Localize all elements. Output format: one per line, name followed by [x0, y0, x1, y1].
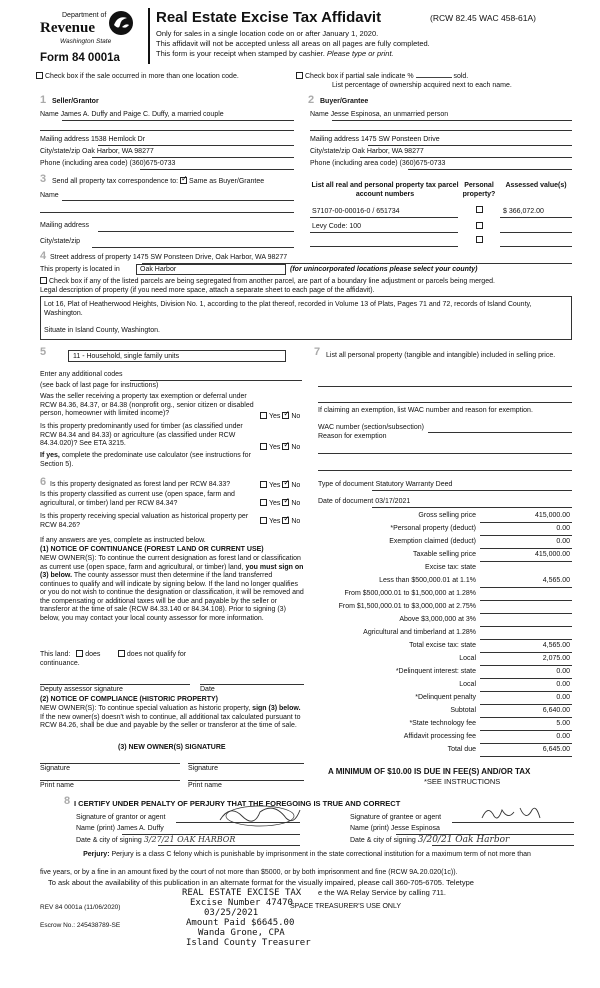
grantor-date[interactable]: 3/27/21 OAK HARBOR [143, 835, 236, 844]
notice2-title: (2) NOTICE OF COMPLIANCE (HISTORIC PROPERTY) [40, 696, 218, 703]
owner-print-name-1: Print name [40, 782, 74, 789]
buyer-mailing-row: Mailing address 1475 SW Ponsteen Drive [310, 136, 440, 143]
doc-date-row: Date of document 03/17/2021 [318, 498, 411, 505]
tax-row: Less than $500,000.01 at 1.1% 4,565.00 [310, 577, 574, 589]
assessed-col-header: Assessed value(s) [505, 182, 567, 189]
dor-logo [40, 10, 134, 50]
buyer-city[interactable]: Oak Harbor, WA 98277 [352, 148, 424, 155]
multi-location-check[interactable]: Check box if the sale occurred in more than one location code. [36, 72, 239, 81]
checkbox-icon[interactable] [476, 236, 483, 243]
header-note-1: Only for sales in a single location code on or after January 1, 2020. [156, 29, 379, 38]
grantee-name-row: Name (print) Jesse Espinosa [350, 825, 440, 832]
checkbox-icon [260, 517, 267, 524]
stamp-line-2: Excise Number 47470 [190, 898, 293, 908]
grantor-date-row: Date & city of signing 3/27/21 OAK HARBOR [76, 835, 236, 844]
checkbox-checked-icon[interactable] [180, 177, 187, 184]
continuance: continuance. [40, 660, 80, 667]
form-number: Form 84 0001a [40, 52, 120, 64]
s6-q1-answer[interactable]: Yes ✓ No [260, 481, 300, 490]
grantee-signature-icon [478, 802, 548, 824]
checkbox-icon[interactable] [476, 206, 483, 213]
personal-col-header: Personal property? [462, 182, 496, 198]
correspondence-name-label: Name [40, 192, 59, 199]
certify-heading: I CERTIFY UNDER PENALTY OF PERJURY THAT THE FOREGOING IS TRUE AND CORRECT [74, 799, 401, 808]
notice1-title: (1) NOTICE OF CONTINUANCE (FOREST LAND OR CURRENT USE) [40, 546, 264, 553]
if-yes-note: If any answers are yes, complete as instructed below. [40, 537, 206, 544]
tax-row: *Personal property (deduct) 0.00 [310, 525, 574, 537]
seller-name-row: Name James A. Duffy and Paige C. Duffy, a married couple [40, 111, 224, 118]
deputy-date-label: Date [200, 686, 215, 693]
checkbox-icon [260, 481, 267, 488]
see-instructions: *SEE INSTRUCTIONS [424, 777, 501, 786]
tax-row: Exemption claimed (deduct) 0.00 [310, 538, 574, 550]
legal-text-1: Lot 16, Plat of Heatherwood Heights, Division No. 1, according to the plat thereof, recorded in Volume 13 of Plats, Pages 71 and 72, records of Island County, Washington. [44, 301, 532, 318]
alternate-format: To ask about the availability of this publication in an alternate format for the visually impaired, please call 360-705-6705. Teletype [48, 878, 474, 887]
section-3-number: 3 [40, 173, 47, 185]
tax-row: Total excise tax: state 4,565.00 [310, 642, 574, 654]
grantor-name[interactable]: James A. Duffy [116, 825, 164, 832]
perjury-line-2: five years, or by a fine in an amount fixed by the court of not more than $5000, or by both imprisonment and fine (RCW 9A.20.020(1c)). [40, 869, 458, 876]
q2-answer[interactable]: Yes ✓ No [260, 443, 300, 452]
segregated-check[interactable]: Check box if any of the listed parcels are being segregated from another parcel, are part of a boundary line adjustment or parcels being merged. [40, 277, 495, 286]
section-1-number: 1 [40, 94, 47, 106]
section6-q3: Is this property receiving special valuation as historical property per RCW 84.26? [40, 513, 249, 529]
notice3-title: (3) NEW OWNER(S) SIGNATURE [118, 744, 226, 751]
header-note-3: This form is your receipt when stamped by cashier. Please type or print. [156, 49, 394, 58]
doc-date[interactable]: 03/17/2021 [375, 498, 411, 505]
correspondence-row: Send all property tax correspondence to: ✓ Same as Buyer/Grantee [52, 177, 264, 186]
doc-type[interactable]: Statutory Warranty Deed [375, 481, 453, 488]
checkbox-icon [40, 277, 47, 284]
tax-row: Gross selling price 415,000.00 [310, 512, 574, 524]
owner-signature-label-1: Signature [40, 765, 70, 772]
owner-print-name-2: Print name [188, 782, 222, 789]
checkbox-checked-icon [282, 499, 289, 506]
tax-row: *Delinquent penalty 0.00 [310, 694, 574, 706]
tax-row: Subtotal 6,640.00 [310, 707, 574, 719]
checkbox-checked-icon [282, 412, 289, 419]
tax-row: Total due 6,645.00 [310, 746, 574, 758]
checkbox-checked-icon [282, 443, 289, 450]
section7-text: List all personal property (tangible and intangible) included in selling price. [326, 352, 556, 359]
buyer-phone[interactable]: (360)675-0733 [399, 160, 446, 167]
relay-service: e the WA Relay Service by calling 711. [318, 888, 446, 897]
seller-mailing-row: Mailing address 1538 Hemlock Dr [40, 136, 146, 143]
buyer-name-row: Name Jesse Espinosa, an unmarried person [310, 111, 449, 118]
located-field[interactable]: Oak Harbor [136, 264, 286, 275]
seller-name[interactable]: James A. Duffy and Paige C. Duffy, a married couple [60, 111, 224, 118]
buyer-city-row: City/state/zip Oak Harbor, WA 98277 [310, 148, 424, 155]
street-row: Street address of property 1475 SW Ponsteen Drive, Oak Harbor, WA 98277 [50, 254, 288, 261]
property-street[interactable]: 1475 SW Ponsteen Drive, Oak Harbor, WA 98277 [132, 254, 288, 261]
checkbox-checked-icon [282, 517, 289, 524]
section-4-number: 4 [40, 250, 47, 262]
section6-q1: Is this property designated as forest land per RCW 84.33? [50, 481, 231, 488]
tax-row: From $1,500,000.01 to $3,000,000 at 2.75% [310, 603, 574, 615]
section6-q2: Is this property classified as current use (open space, farm and agricultural, or timber) land per RCW 84.34? [40, 491, 235, 507]
form-title: Real Estate Excise Tax Affidavit [156, 9, 382, 26]
tax-row: Local 2,075.00 [310, 655, 574, 667]
this-land-row: This land: does does not qualify for [40, 651, 187, 658]
checkbox-icon [260, 443, 267, 450]
parcel-row-2[interactable]: Levy Code: 100 [312, 223, 362, 230]
escrow-number: Escrow No.: 245438789-SE [40, 922, 121, 929]
correspondence-city-label: City/state/zip [40, 238, 81, 245]
header-divider [148, 8, 150, 64]
located-note: (for unincorporated locations please select your county) [290, 266, 478, 273]
stamp-line-4: Amount Paid $6645.00 [186, 918, 295, 928]
section5-q2-note: If yes, complete the predominate use calculator (see instructions for Section 5). [40, 452, 251, 468]
stamp-line-3: 03/25/2021 [204, 908, 259, 918]
form-rcw: (RCW 82.45 WAC 458-61A) [430, 13, 536, 23]
q1-answer[interactable]: Yes ✓ No [260, 412, 300, 421]
exemption-label: If claiming an exemption, list WAC number and reason for exemption. [318, 407, 533, 414]
logo-state: Washington State [60, 38, 112, 45]
seller-city[interactable]: Oak Harbor, WA 98277 [82, 148, 154, 155]
seller-phone[interactable]: (360)675-0733 [129, 160, 176, 167]
tax-row: Excise tax: state [425, 564, 476, 571]
tax-row: Above $3,000,000 at 3% [310, 616, 574, 628]
assessed-row-1[interactable]: $ 366,072.00 [503, 208, 544, 215]
grantee-date[interactable]: 3/20/21 Oak Harbor [417, 835, 510, 845]
checkbox-checked-icon [282, 481, 289, 488]
buyer-heading: Buyer/Grantee [320, 98, 369, 105]
checkbox-icon [296, 72, 303, 79]
tax-row: *Delinquent interest: state 0.00 [310, 668, 574, 680]
section-2-number: 2 [308, 94, 315, 106]
see-back: (see back of last page for instructions) [40, 382, 159, 389]
perjury-line-1: Perjury: Perjury is a class C felony which is punishable by imprisonment in the state correctional institution for a maximum term of not more than [83, 851, 531, 858]
seller-phone-row: Phone (including area code) (360)675-0733 [40, 160, 176, 167]
tax-table [310, 512, 574, 762]
tax-row: Taxable selling price 415,000.00 [310, 551, 574, 563]
checkbox-icon[interactable] [476, 222, 483, 229]
parcel-col-header: List all real and personal property tax parcel account numbers [311, 182, 459, 198]
buyer-name[interactable]: Jesse Espinosa, an unmarried person [330, 111, 449, 118]
use-code-field[interactable]: 11 - Household, single family units [68, 350, 286, 362]
legal-label: Legal description of property (if you need more space, attach a separate sheet to each page of the affidavit). [40, 287, 375, 294]
tax-row: Agricultural and timberland at 1.28% [310, 629, 574, 641]
logo-revenue: Revenue [40, 20, 95, 36]
checkbox-icon [260, 412, 267, 419]
section5-q2: Is this property predominantly used for timber (as classified under RCW 84.34 and 84.33) or agriculture (as classified under RCW 84.34.020)? See ETA 3215. [40, 423, 243, 448]
doc-type-row: Type of document Statutory Warranty Deed [318, 481, 453, 488]
section-8-number: 8 [64, 795, 71, 807]
owner-signature-label-2: Signature [188, 765, 218, 772]
legal-description-box[interactable] [40, 296, 572, 340]
checkbox-icon[interactable] [118, 650, 125, 657]
grantor-name-row: Name (print) James A. Duffy [76, 825, 164, 832]
notice2-body: NEW OWNER(S): To continue special valuation as historic property, sign (3) below. If the new owner(s) doesn't wish to continue, all additional tax calculated pursuant to RCW 84.26, shall be due and payable by the seller or transferor at the time of sale. [40, 705, 301, 730]
seller-mailing[interactable]: 1538 Hemlock Dr [90, 136, 146, 143]
logo-dept: Department of [62, 12, 107, 19]
wac-label: WAC number (section/subsection) [318, 424, 424, 431]
grantor-signature-icon [216, 800, 304, 830]
stamp-line-5: Wanda Grone, CPA [198, 928, 285, 938]
tax-row: From $500,000.01 to $1,500,000 at 1.28% [310, 590, 574, 602]
seller-city-row: City/state/zip Oak Harbor, WA 98277 [40, 148, 154, 155]
grantor-sig-label: Signature of grantor or agent [76, 814, 166, 821]
checkbox-icon[interactable] [76, 650, 83, 657]
buyer-mailing[interactable]: 1475 SW Ponsteen Drive [360, 136, 440, 143]
parcel-row-1[interactable]: S7107-00-00016-0 / 651734 [312, 208, 400, 215]
grantee-name[interactable]: Jesse Espinosa [390, 825, 440, 832]
correspondence-mailing-label: Mailing address [40, 222, 90, 229]
legal-text-2: Situate in Island County, Washington. [44, 327, 160, 335]
buyer-phone-row: Phone (including area code) (360)675-0733 [310, 160, 446, 167]
s6-q3-answer[interactable]: Yes ✓ No [260, 517, 300, 526]
ownership-note: List percentage of ownership acquired next to each name. [332, 82, 512, 89]
reason-label: Reason for exemption [318, 433, 387, 440]
additional-codes: Enter any additional codes [40, 371, 123, 378]
partial-sale-check[interactable]: Check box if partial sale indicate % sold. [296, 72, 468, 81]
logo-swirl-icon [108, 10, 134, 36]
rev-number: REV 84 0001a (11/06/2020) [40, 904, 121, 911]
checkbox-icon [260, 499, 267, 506]
tax-row: Affidavit processing fee 0.00 [310, 733, 574, 745]
section5-q1: Was the seller receiving a property tax exemption or deferral under RCW 84.36, 84.37, or 84.38 (nonprofit org., senior citizen or disabled person, homeowner with limited income)? [40, 393, 254, 418]
header-note-2: This affidavit will not be accepted unless all areas on all pages are fully completed. [156, 39, 430, 48]
seller-heading: Seller/Grantor [52, 98, 99, 105]
minimum-due: A MINIMUM OF $10.00 IS DUE IN FEE(S) AND/OR TAX [328, 767, 531, 776]
treasurer-use: SPACE TREASURER'S USE ONLY [290, 903, 402, 910]
deputy-signature-label: Deputy assessor signature [40, 686, 123, 693]
section-7-number: 7 [314, 346, 321, 358]
grantee-date-row: Date & city of signing 3/20/21 Oak Harbor [350, 835, 510, 845]
tax-row: *State technology fee 5.00 [310, 720, 574, 732]
tax-row: Local 0.00 [310, 681, 574, 693]
s6-q2-answer[interactable]: Yes ✓ No [260, 499, 300, 508]
grantee-sig-label: Signature of grantee or agent [350, 814, 442, 821]
notice1-body: NEW OWNER(S): To continue the current designation as forest land or classification as current use (open space, farm and agricultural, or timber) land, you must sign on (3) below. The county assessor must then determine if the land transferred continues to qualify and will indicate by signing below. If the land no longer qualifies or you do not wish to continue the designation or classification, it will be removed and the compensating or additional taxes will be due and payable by the seller or transferor at the time of sale (RCW 84.33.140 or 84.34.108). Prior to signing (3) below, you may contact your local county assessor for more information. [40, 555, 304, 622]
stamp-line-6: Island County Treasurer [186, 938, 311, 948]
stamp-line-1: REAL ESTATE EXCISE TAX [182, 888, 302, 898]
located-label: This property is located in [40, 266, 120, 273]
checkbox-icon [36, 72, 43, 79]
section-5-number: 5 [40, 346, 47, 358]
section-6-number: 6 [40, 476, 47, 488]
